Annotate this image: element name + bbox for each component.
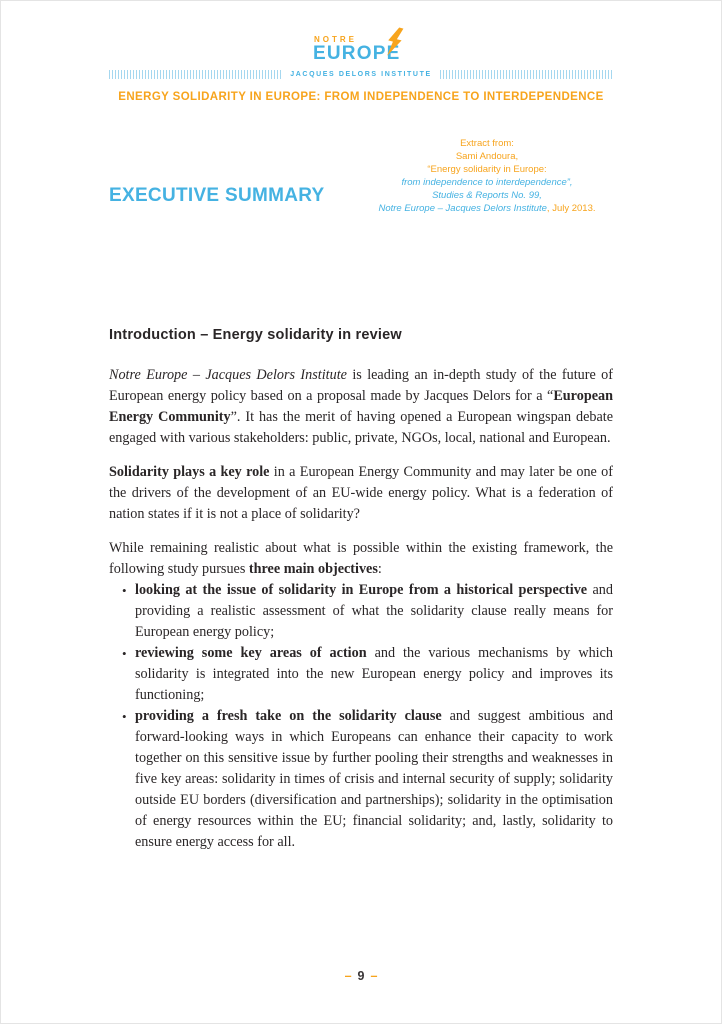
page-number: 9: [357, 969, 365, 983]
extract-line: Sami Andoura,: [455, 151, 519, 162]
logo-europe-text: EUROPE: [313, 43, 401, 64]
notre-europe-logo: [313, 35, 409, 64]
paragraph-intro: Notre Europe – Jacques Delors Institute is leading an in-depth study of the future of European energy policy based on a proposal made by Jacques Delors for a “European Energy Community”. It has the merit of having opened a European wingspan debate engaged with various stakeholders: public, private, NGOs, local, national and European.: [109, 367, 614, 446]
banner-bars-right: [440, 70, 613, 79]
institute-label: JACQUES DELORS INSTITUTE: [290, 70, 432, 78]
bullet-item: • providing a fresh take on the solidarity clause and suggest ambitious and forward-looking ways in which Europeans can enhance their capacity to work together on this sensitive issue by further pooling their strengths and weaknesses in five key areas: solidarity in times of crisis and internal security of supply; solidarity outside EU borders (diversification and partnerships); solidarity in the optimisation of energy resources within the EU; financial solidarity; and, lastly, solidarity to ensure energy access for all.: [135, 706, 613, 853]
extract-citation: [361, 137, 613, 215]
document-title: ENERGY SOLIDARITY IN EUROPE: FROM INDEPENDENCE TO INTERDEPENDENCE: [118, 91, 604, 103]
section-heading: Introduction – Energy solidarity in review: [109, 327, 402, 343]
page-footer: [1, 969, 721, 983]
paragraph-objectives: While remaining realistic about what is possible within the existing framework, the following study pursues three main objectives:: [109, 540, 613, 577]
bullet-item: • looking at the issue of solidarity in Europe from a historical perspective and providing a realistic assessment of what the solidarity clause really means for European energy policy;: [135, 580, 613, 643]
extract-line: from independence to interdependence”,: [401, 177, 573, 188]
summary-row: [109, 131, 613, 215]
executive-summary-title: EXECUTIVE SUMMARY: [109, 185, 325, 206]
paragraph-solidarity: Solidarity plays a key role in a European Energy Community and may later be one of the drivers of the development of an EU-wide energy policy. What is a federation of nation states if it is not a place of solidarity?: [109, 464, 613, 522]
extract-publisher-name: Notre Europe – Jacques Delors Institute: [378, 203, 547, 214]
document-body: [109, 327, 613, 853]
footer-right-mark: –: [370, 969, 378, 983]
bullet-item: • reviewing some key areas of action and the various mechanisms by which solidarity is integrated into the new European energy policy and improves its functioning;: [135, 643, 613, 706]
extract-line: Extract from:: [460, 138, 514, 149]
extract-date: , July 2013.: [546, 203, 596, 214]
objectives-list: [109, 580, 613, 853]
logo-notre-text: NOTRE: [314, 35, 357, 44]
footer-left-mark: –: [344, 969, 352, 983]
document-header: [109, 35, 613, 103]
banner-bars-left: [109, 70, 282, 79]
extract-publisher-line: [361, 202, 613, 215]
decorative-banner: [109, 69, 613, 79]
extract-series-line: Studies & Reports No. 99,: [432, 190, 542, 201]
extract-line: “Energy solidarity in Europe:: [427, 164, 547, 175]
